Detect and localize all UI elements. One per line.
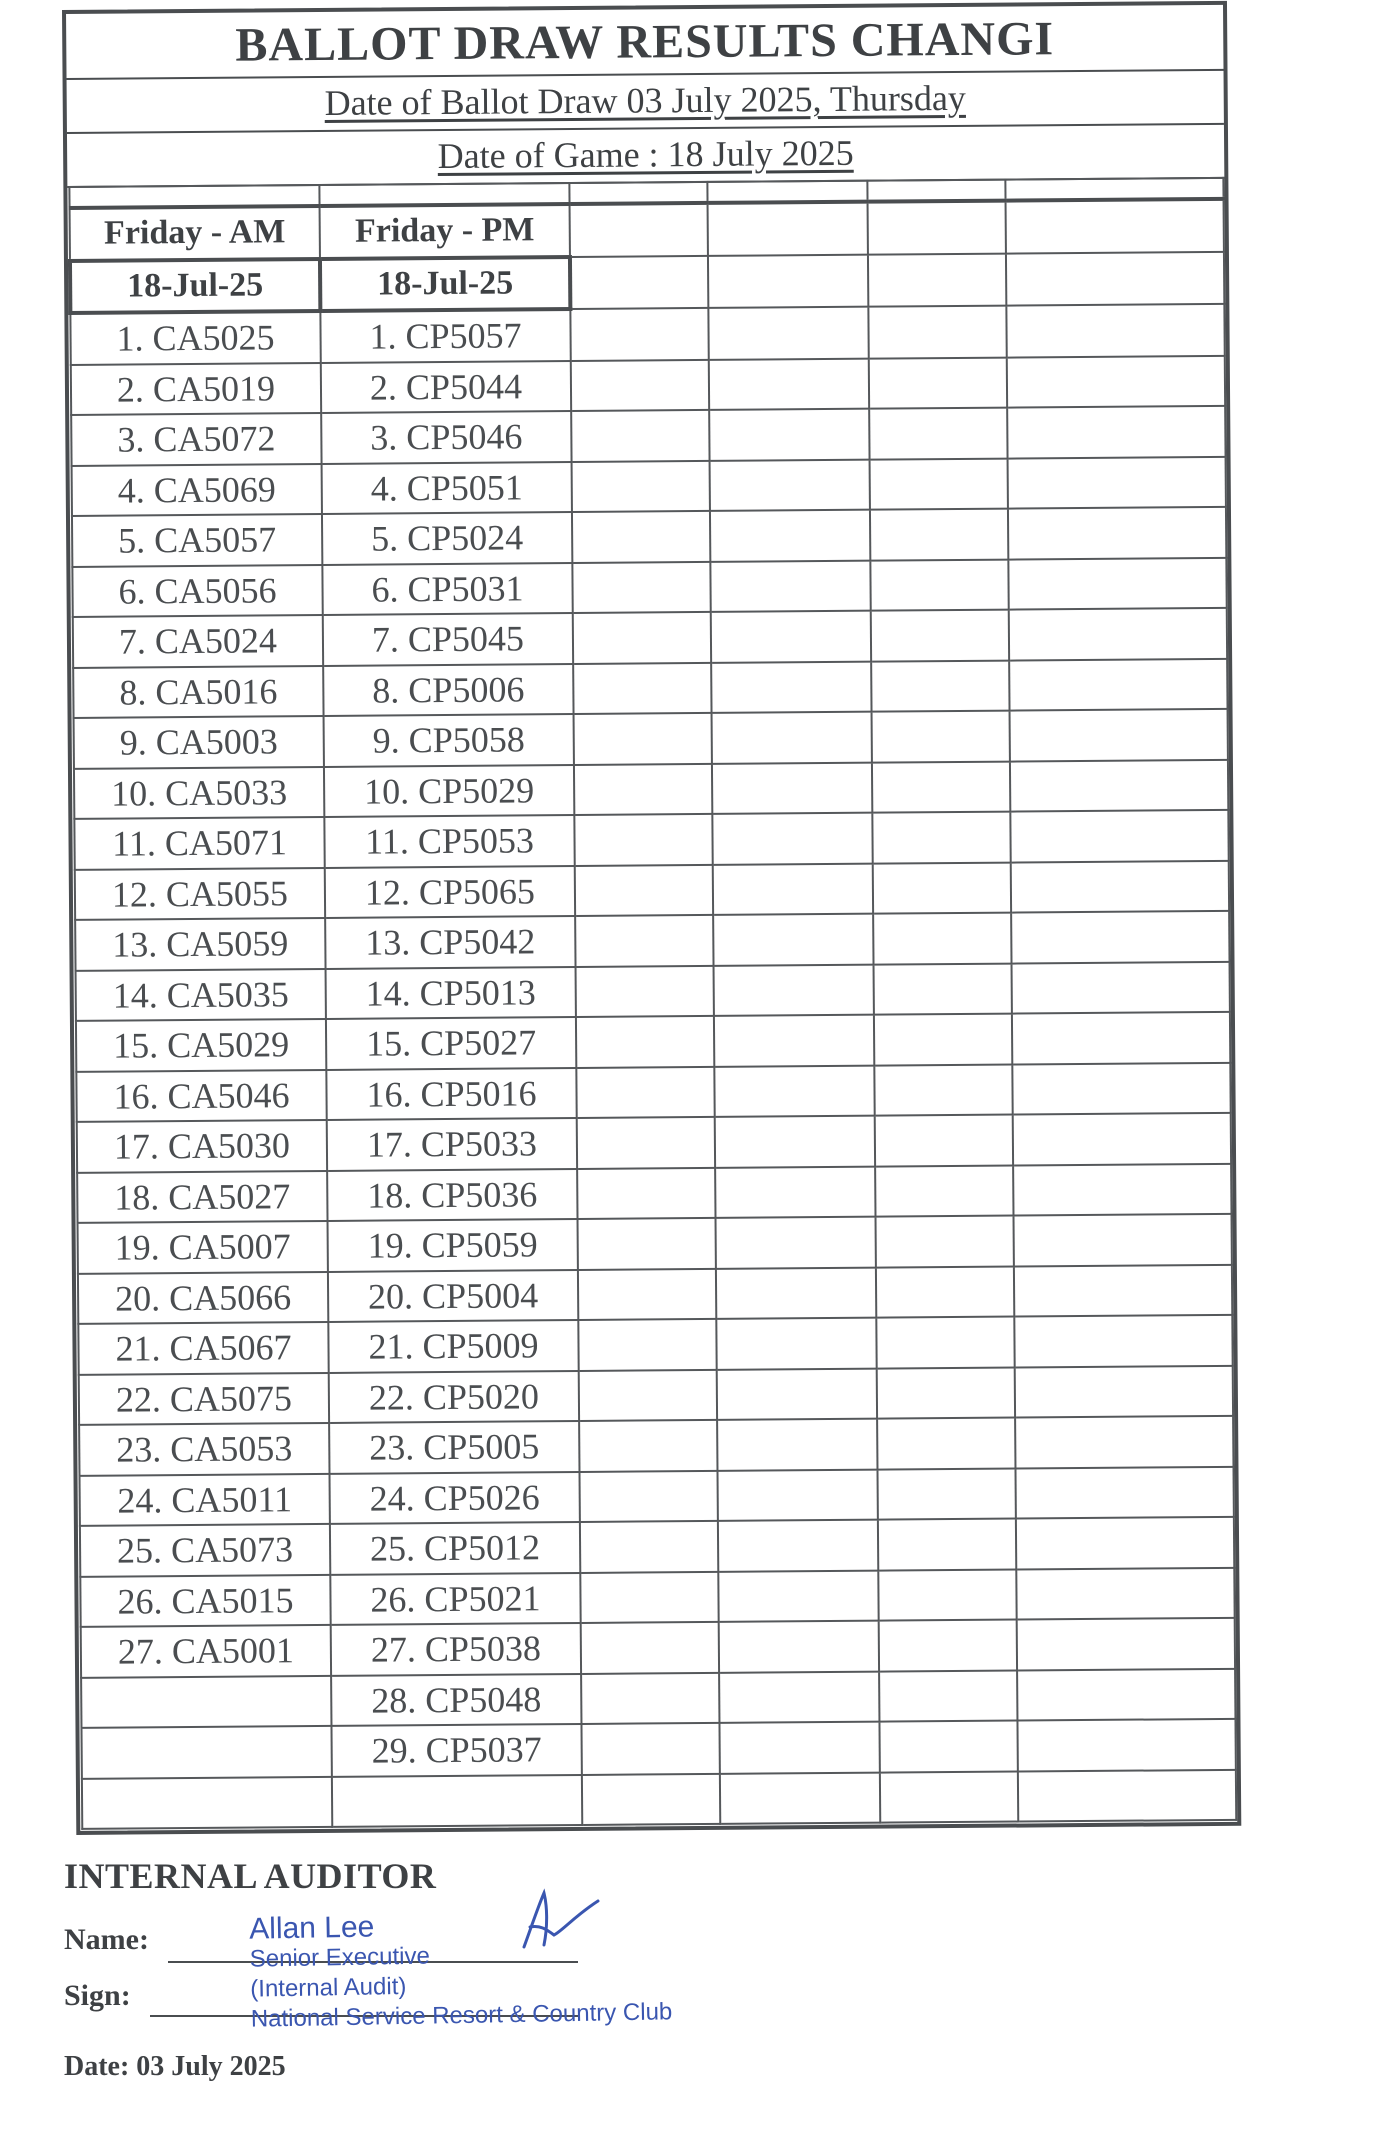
table-cell	[709, 409, 869, 461]
results-table	[67, 177, 1237, 1830]
pm-entry: 9. CP5058	[324, 714, 574, 766]
table-cell	[1015, 1416, 1233, 1468]
table-cell	[870, 458, 1008, 510]
table-cell	[579, 1420, 717, 1472]
table-cell	[716, 1267, 876, 1319]
table-cell	[577, 1117, 715, 1169]
table-cell	[574, 814, 712, 866]
pm-entry: 2. CP5044	[321, 361, 571, 413]
table-cell	[714, 1015, 874, 1067]
table-cell	[713, 863, 873, 915]
table-row	[77, 1163, 1231, 1223]
am-entry: 5. CA5057	[72, 514, 322, 566]
table-cell	[1006, 199, 1224, 253]
table-cell	[711, 611, 871, 663]
pm-entry: 4. CP5051	[322, 462, 572, 514]
table-cell	[870, 559, 1008, 611]
table-cell	[875, 1115, 1013, 1167]
table-row	[72, 456, 1226, 516]
table-cell	[571, 359, 709, 411]
table-cell	[880, 1771, 1018, 1823]
pm-entry: 19. CP5059	[328, 1219, 578, 1271]
table-cell	[582, 1773, 720, 1825]
table-cell	[708, 254, 868, 308]
table-row	[72, 557, 1226, 617]
table-cell	[874, 1064, 1012, 1116]
table-cell	[713, 914, 873, 966]
table-cell	[867, 180, 1005, 202]
table-cell	[1007, 355, 1225, 407]
table-cell	[870, 509, 1008, 561]
table-cell	[580, 1521, 718, 1573]
table-cell	[581, 1672, 719, 1724]
results-grid	[67, 177, 1237, 1831]
table-cell	[868, 253, 1006, 307]
table-cell	[714, 964, 874, 1016]
table-cell	[709, 358, 869, 410]
table-cell	[574, 763, 712, 815]
am-entry: 27. CA5001	[81, 1625, 331, 1677]
table-cell	[1008, 507, 1226, 559]
table-cell	[577, 1167, 715, 1219]
table-cell	[868, 306, 1006, 359]
table-cell	[573, 662, 711, 714]
table-cell	[572, 460, 710, 512]
am-entry: 11. CA5071	[74, 817, 324, 869]
table-row	[73, 608, 1227, 668]
table-cell	[872, 711, 1010, 763]
table-cell	[319, 183, 569, 206]
table-row	[81, 1668, 1235, 1728]
table-cell	[719, 1722, 879, 1774]
column-date-pm: 18-Jul-25	[320, 257, 570, 311]
pm-entry: 29. CP5037	[331, 1724, 581, 1776]
pm-entry: 16. CP5016	[326, 1067, 576, 1119]
table-cell	[879, 1670, 1017, 1722]
pm-entry: 10. CP5029	[324, 765, 574, 817]
table-cell	[1016, 1517, 1234, 1569]
table-cell	[1011, 911, 1229, 963]
pm-entry: 23. CP5005	[329, 1421, 579, 1473]
pm-entry: 25. CP5012	[330, 1522, 580, 1574]
am-entry: 14. CA5035	[76, 968, 326, 1020]
table-cell	[1007, 406, 1225, 458]
table-cell	[576, 1066, 714, 1118]
pm-entry: 1. CP5057	[320, 309, 570, 362]
table-cell	[572, 561, 710, 613]
am-entry: 6. CA5056	[72, 564, 322, 616]
table-cell	[1012, 1012, 1230, 1064]
table-cell	[710, 459, 870, 511]
table-row	[79, 1416, 1233, 1476]
pm-entry: 26. CP5021	[330, 1572, 580, 1624]
pm-entry: 21. CP5009	[328, 1320, 578, 1372]
column-header-pm: Friday - PM	[320, 204, 570, 258]
am-entry: 4. CA5069	[72, 463, 322, 515]
am-entry: 20. CA5066	[78, 1271, 328, 1323]
table-cell	[1015, 1365, 1233, 1417]
pm-entry: 27. CP5038	[331, 1623, 581, 1675]
table-cell	[581, 1723, 719, 1775]
am-entry: 16. CA5046	[76, 1069, 326, 1121]
am-entry: 25. CA5073	[80, 1524, 330, 1576]
table-cell	[877, 1367, 1015, 1419]
am-entry: 17. CA5030	[77, 1120, 327, 1172]
table-cell	[1015, 1466, 1233, 1518]
table-row	[79, 1365, 1233, 1425]
sign-label: Sign:	[64, 1979, 131, 2012]
table-cell	[1009, 608, 1227, 660]
am-entry: 23. CA5053	[79, 1423, 329, 1475]
table-row	[70, 304, 1224, 365]
am-entry: 10. CA5033	[74, 766, 324, 818]
table-cell	[1006, 304, 1224, 357]
ballot-sheet	[62, 1, 1241, 1835]
table-cell	[69, 185, 319, 208]
table-cell	[574, 713, 712, 765]
table-row	[73, 658, 1227, 718]
table-cell	[82, 1776, 332, 1828]
am-entry: 1. CA5025	[70, 311, 320, 364]
table-cell	[1010, 709, 1228, 761]
am-entry: 22. CA5075	[79, 1372, 329, 1424]
table-cell	[575, 915, 713, 967]
table-cell	[712, 762, 872, 814]
table-cell	[1014, 1264, 1232, 1316]
table-cell	[869, 357, 1007, 409]
table-cell	[879, 1620, 1017, 1672]
am-entry: 3. CA5072	[71, 413, 321, 465]
table-cell	[710, 510, 870, 562]
table-cell	[575, 864, 713, 916]
table-row	[76, 961, 1230, 1021]
table-cell	[874, 963, 1012, 1015]
table-cell	[570, 308, 708, 361]
table-cell	[1010, 759, 1228, 811]
internal-auditor-section	[64, 1855, 864, 2095]
table-cell	[878, 1519, 1016, 1571]
auditor-heading: INTERNAL AUDITOR	[64, 1856, 437, 1896]
table-cell	[569, 182, 707, 204]
table-cell	[719, 1621, 879, 1673]
table-row	[74, 759, 1228, 819]
pm-entry: 12. CP5065	[325, 865, 575, 917]
table-row	[71, 406, 1225, 466]
table-row	[74, 810, 1228, 870]
table-cell	[714, 1065, 874, 1117]
table-cell	[716, 1318, 876, 1370]
table-cell	[717, 1419, 877, 1471]
auditor-stamp	[249, 1907, 673, 2034]
table-cell	[1017, 1618, 1235, 1670]
table-cell	[720, 1772, 880, 1824]
table-row	[78, 1214, 1232, 1274]
table-row	[77, 1113, 1231, 1173]
table-row	[75, 911, 1229, 971]
pm-entry: 3. CP5046	[321, 411, 571, 463]
column-date-am: 18-Jul-25	[70, 258, 320, 312]
pm-entry: 6. CP5031	[322, 563, 572, 615]
table-cell	[717, 1469, 877, 1521]
table-row	[71, 355, 1225, 415]
table-cell	[1016, 1567, 1234, 1619]
table-cell	[718, 1520, 878, 1572]
table-cell	[712, 712, 872, 764]
pm-entry: 15. CP5027	[326, 1017, 576, 1069]
table-cell	[576, 965, 714, 1017]
game-date: Date of Game : 18 July 2025	[437, 132, 854, 177]
table-cell	[719, 1671, 879, 1723]
am-entry: 2. CA5019	[71, 362, 321, 414]
auditor-date: Date: 03 July 2025	[64, 2051, 286, 2082]
table-row	[80, 1466, 1234, 1526]
column-header-am: Friday - AM	[70, 206, 320, 260]
table-cell	[874, 1014, 1012, 1066]
table-cell	[708, 202, 868, 256]
pm-entry: 20. CP5004	[328, 1269, 578, 1321]
table-cell	[1013, 1113, 1231, 1165]
table-cell	[868, 201, 1006, 255]
table-cell	[869, 408, 1007, 460]
table-cell	[571, 410, 709, 462]
table-row	[76, 1062, 1230, 1122]
table-row	[78, 1264, 1232, 1324]
table-cell	[712, 813, 872, 865]
table-cell	[579, 1470, 717, 1522]
table-cell	[1018, 1769, 1236, 1821]
table-cell	[878, 1569, 1016, 1621]
table-cell	[718, 1570, 878, 1622]
am-entry: 19. CA5007	[78, 1221, 328, 1273]
table-cell	[876, 1216, 1014, 1268]
table-cell	[581, 1622, 719, 1674]
am-entry	[81, 1675, 331, 1727]
am-entry: 7. CA5024	[73, 615, 323, 667]
am-entry: 12. CA5055	[75, 867, 325, 919]
table-cell	[578, 1319, 716, 1371]
results-body	[69, 178, 1236, 1829]
am-entry: 13. CA5059	[75, 918, 325, 970]
table-cell	[877, 1468, 1015, 1520]
table-cell	[875, 1165, 1013, 1217]
table-cell	[1017, 1719, 1235, 1771]
table-cell	[871, 610, 1009, 662]
table-row	[82, 1769, 1236, 1829]
table-cell	[572, 511, 710, 563]
table-cell	[876, 1266, 1014, 1318]
pm-entry: 5. CP5024	[322, 512, 572, 564]
table-cell	[1010, 810, 1228, 862]
table-row	[75, 860, 1229, 920]
table-cell	[711, 661, 871, 713]
table-cell	[1006, 251, 1224, 305]
pm-entry: 14. CP5013	[326, 966, 576, 1018]
am-entry: 18. CA5027	[77, 1170, 327, 1222]
table-cell	[873, 862, 1011, 914]
pm-entry: 8. CP5006	[323, 664, 573, 716]
table-cell	[1014, 1315, 1232, 1367]
table-cell	[1013, 1214, 1231, 1266]
table-row	[74, 709, 1228, 769]
table-cell	[578, 1268, 716, 1320]
table-cell	[1009, 658, 1227, 710]
table-cell	[573, 612, 711, 664]
column-date-row	[70, 251, 1224, 313]
pm-entry: 28. CP5048	[331, 1673, 581, 1725]
table-cell	[877, 1418, 1015, 1470]
table-row	[72, 507, 1226, 567]
am-entry: 8. CA5016	[73, 665, 323, 717]
table-cell	[576, 1016, 714, 1068]
signature-icon	[514, 1885, 604, 1955]
table-cell	[1011, 860, 1229, 912]
table-cell	[871, 660, 1009, 712]
ballot-draw-date: Date of Ballot Draw 03 July 2025, Thursday	[324, 77, 966, 123]
table-cell	[715, 1116, 875, 1168]
table-cell	[580, 1571, 718, 1623]
stamp-org: National Service Resort & Country Club	[250, 1998, 673, 2033]
table-cell	[872, 761, 1010, 813]
pm-entry: 13. CP5042	[325, 916, 575, 968]
pm-entry: 22. CP5020	[329, 1370, 579, 1422]
stamp-title: Senior Executive	[249, 1942, 431, 1973]
table-cell	[332, 1774, 582, 1826]
am-entry: 24. CA5011	[80, 1473, 330, 1525]
table-cell	[578, 1218, 716, 1270]
table-cell	[1012, 1062, 1230, 1114]
page-title: BALLOT DRAW RESULTS CHANGI	[235, 11, 1055, 72]
stamp-name: Allan Lee	[248, 1910, 375, 1946]
table-row	[76, 1012, 1230, 1072]
pm-entry: 24. CP5026	[330, 1471, 580, 1523]
table-cell	[1005, 178, 1223, 201]
table-cell	[872, 812, 1010, 864]
table-cell	[1013, 1163, 1231, 1215]
table-cell	[1008, 557, 1226, 609]
table-cell	[579, 1369, 717, 1421]
pm-entry: 18. CP5036	[327, 1168, 577, 1220]
name-label: Name:	[64, 1923, 149, 1956]
table-cell	[717, 1368, 877, 1420]
am-entry	[81, 1726, 331, 1778]
table-row	[80, 1567, 1234, 1627]
table-row	[81, 1618, 1235, 1678]
am-entry: 26. CA5015	[80, 1574, 330, 1626]
table-cell	[1012, 961, 1230, 1013]
table-row	[81, 1719, 1235, 1779]
table-row	[78, 1315, 1232, 1375]
column-header-row	[70, 199, 1224, 261]
pm-entry: 11. CP5053	[324, 815, 574, 867]
table-row	[80, 1517, 1234, 1577]
am-entry: 9. CA5003	[74, 716, 324, 768]
table-cell	[1017, 1668, 1235, 1720]
table-cell	[707, 181, 867, 203]
table-cell	[710, 560, 870, 612]
table-cell	[1008, 456, 1226, 508]
pm-entry: 17. CP5033	[327, 1118, 577, 1170]
stamp-dept: (Internal Audit)	[250, 1972, 407, 2003]
table-cell	[879, 1721, 1017, 1773]
am-entry: 15. CA5029	[76, 1019, 326, 1071]
table-cell	[570, 203, 708, 257]
table-cell	[708, 307, 868, 360]
pm-entry: 7. CP5045	[323, 613, 573, 665]
table-cell	[570, 255, 708, 309]
table-cell	[873, 913, 1011, 965]
title-row	[66, 5, 1223, 80]
table-cell	[716, 1217, 876, 1269]
am-entry: 21. CA5067	[78, 1322, 328, 1374]
table-cell	[715, 1166, 875, 1218]
table-cell	[876, 1317, 1014, 1369]
